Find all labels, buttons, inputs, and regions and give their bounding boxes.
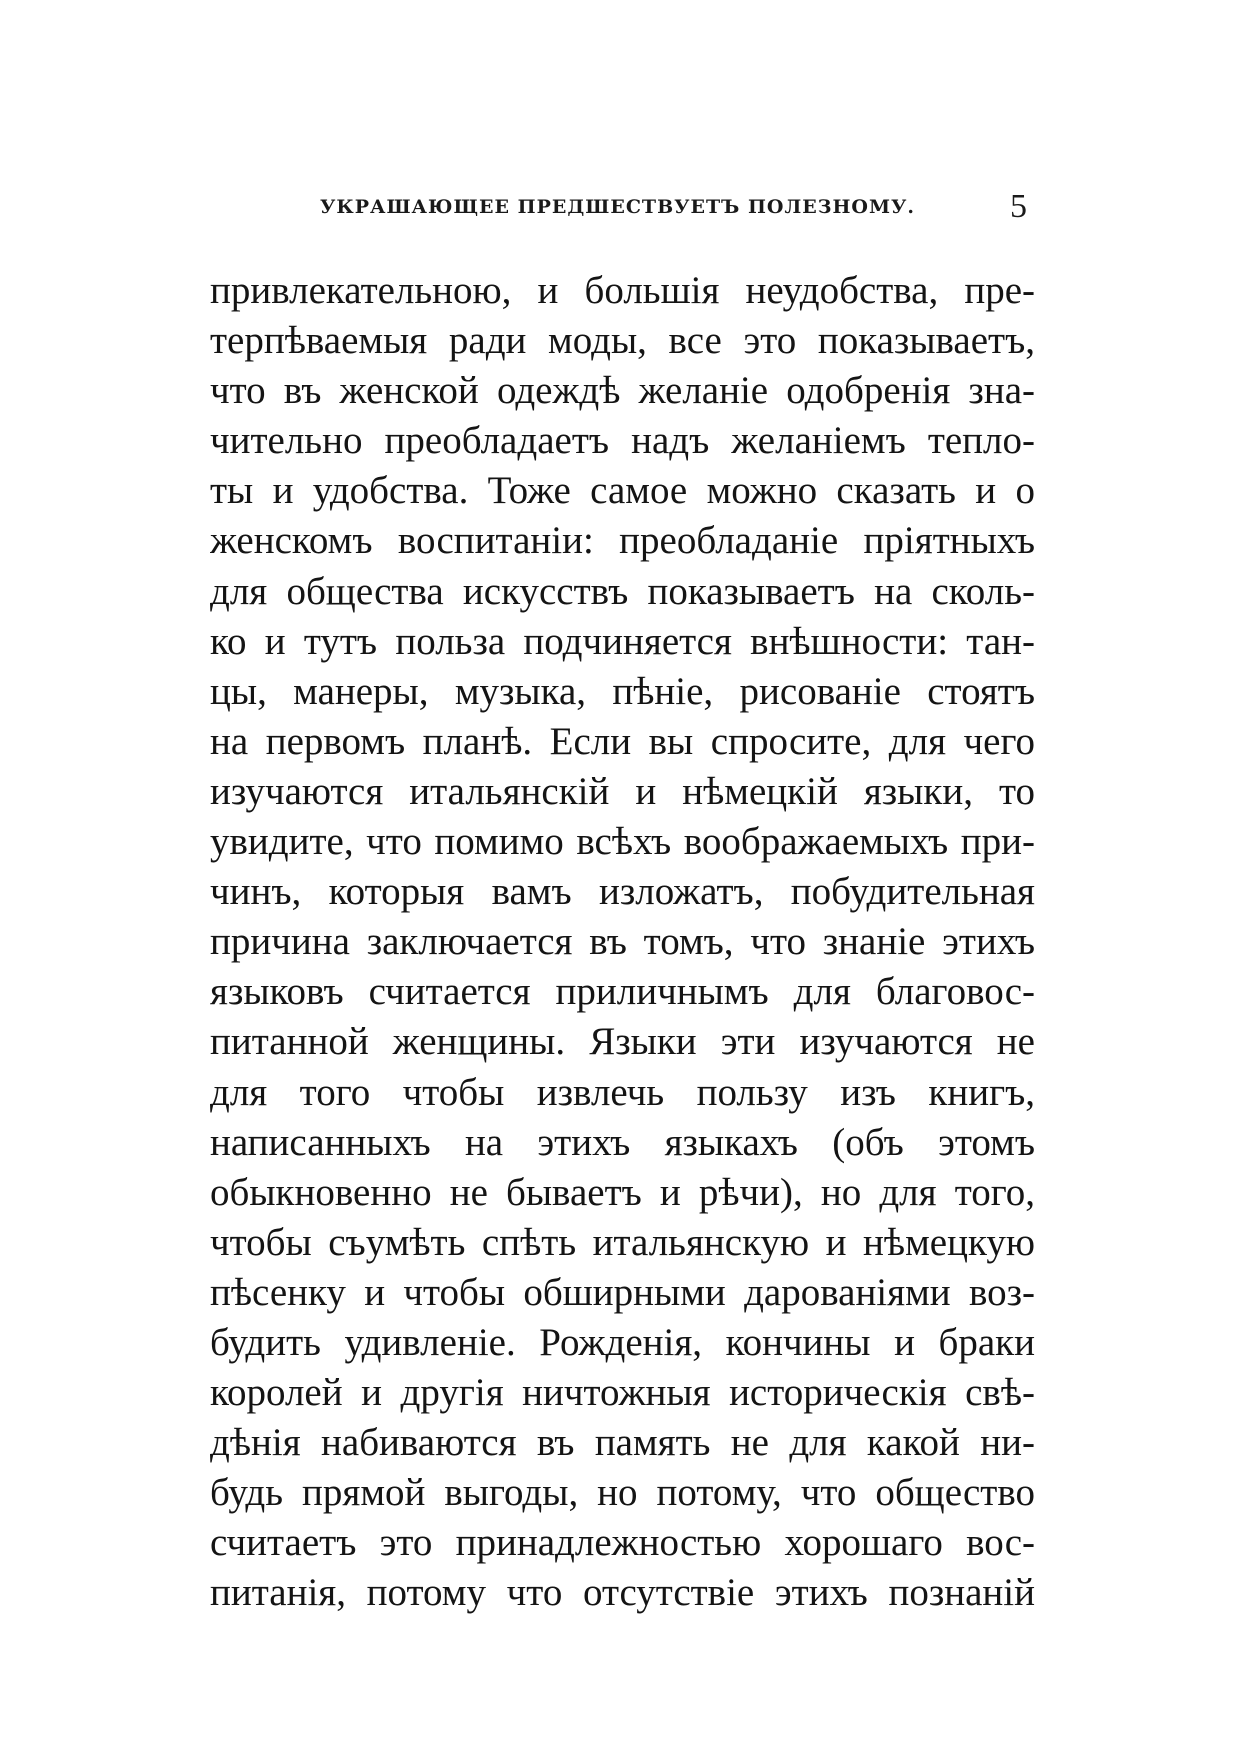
text-line: будить удивленіе. Рожденія, кончины и браки [210, 1320, 1035, 1364]
text-line: будь прямой выгоды, но потому, что общество [210, 1471, 1035, 1515]
text-line: цы, манеры, музыка, пѣніе, рисованіе стоятъ [210, 669, 1035, 713]
text-line: причина заключается въ томъ, что знаніе этихъ [210, 920, 1035, 964]
text-line: чтобы съумѣть спѣть итальянскую и нѣмецкую [210, 1220, 1035, 1264]
text-line: дѣнія набиваются въ память не для какой ни- [210, 1421, 1035, 1465]
text-line: увидите, что помимо всѣхъ воображаемыхъ при- [210, 820, 1035, 864]
text-line: питанной женщины. Языки эти изучаются не [210, 1020, 1035, 1064]
text-line: королей и другія ничтожныя историческія свѣ- [210, 1371, 1035, 1415]
running-head: УКРАШАЮЩЕЕ ПРЕДШЕСТВУЕТЪ ПОЛЕЗНОМУ. [320, 196, 916, 218]
text-line: написанныхъ на этихъ языкахъ (объ этомъ [210, 1120, 1035, 1164]
text-line: языковъ считается приличнымъ для благовос- [210, 970, 1035, 1014]
text-line: питанія, потому что отсутствіе этихъ познаній [210, 1571, 1035, 1615]
text-line: для того чтобы извлечь пользу изъ книгъ, [210, 1070, 1035, 1114]
text-line: ко и тутъ польза подчиняется внѣшности: тан- [210, 619, 1035, 663]
text-line: ты и удобства. Тоже самое можно сказать и о [210, 469, 1035, 513]
text-line: пѣсенку и чтобы обширными дарованіями воз- [210, 1270, 1035, 1314]
text-line: чинъ, которыя вамъ изложатъ, побудительная [210, 870, 1035, 914]
text-line: привлекательною, и большія неудобства, пре- [210, 269, 1035, 312]
text-line: изучаются итальянскій и нѣмецкій языки, то [210, 769, 1035, 813]
body-text [210, 266, 1035, 1619]
text-line: для общества искусствъ показываетъ на сколь- [210, 569, 1035, 613]
text-line: на первомъ планѣ. Если вы спросите, для чего [210, 719, 1035, 763]
text-line: женскомъ воспитаніи: преобладаніе пріятныхъ [210, 519, 1035, 563]
page-number: 5 [1010, 188, 1027, 225]
text-line: обыкновенно не бываетъ и рѣчи), но для того, [210, 1170, 1035, 1214]
text-line: считаетъ это принадлежностью хорошаго вос- [210, 1521, 1035, 1565]
text-line: чительно преобладаетъ надъ желаніемъ тепло- [210, 419, 1035, 463]
text-line: что въ женской одеждѣ желаніе одобренія зна- [210, 369, 1035, 413]
text-line: терпѣваемыя ради моды, все это показываетъ, [210, 319, 1035, 363]
